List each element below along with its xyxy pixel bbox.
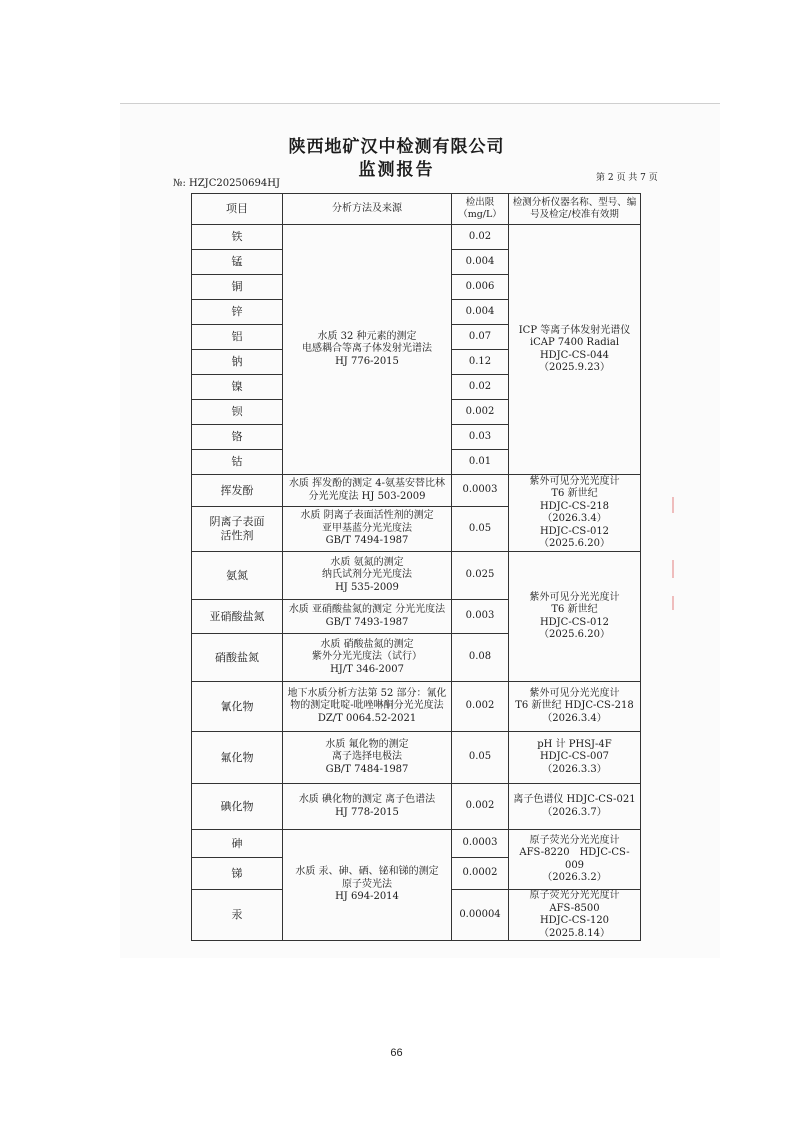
table-row (192, 682, 641, 732)
limit-cell: 0.12 (452, 350, 509, 375)
table-row (192, 830, 641, 858)
limit-cell: 0.03 (452, 425, 509, 450)
item-cell: 氟化物 (192, 732, 283, 784)
table-header-row (192, 194, 641, 225)
page-number: 66 (390, 1047, 403, 1059)
item-cell: 钴 (192, 450, 283, 475)
instrument-cell: 原子荧光分光光度计 AFS-8500 HDJC-CS-120（2025.8.14） (509, 890, 641, 941)
red-stamp-mark (672, 560, 688, 578)
method-cell: 水质 汞、砷、硒、铋和锑的测定 原子荧光法 HJ 694-2014 (283, 830, 452, 941)
method-cell: 水质 硝酸盐氮的测定 紫外分光光度法（试行） HJ/T 346-2007 (283, 634, 452, 682)
method-cell: 水质 氨氮的测定 纳氏试剂分光光度法 HJ 535-2009 (283, 552, 452, 600)
metals-instrument-cell: ICP 等离子体发射光谱仪 iCAP 7400 Radial HDJC-CS-044（2025.9.23） (509, 225, 641, 475)
table-row (192, 225, 641, 250)
method-cell: 水质 碘化物的测定 离子色谱法 HJ 778-2015 (283, 784, 452, 830)
item-cell: 挥发酚 (192, 475, 283, 507)
method-cell: 水质 氟化物的测定 离子选择电极法 GB/T 7484-1987 (283, 732, 452, 784)
limit-cell: 0.0003 (452, 475, 509, 507)
table-row (192, 552, 641, 600)
item-cell: 钡 (192, 400, 283, 425)
limit-cell: 0.003 (452, 600, 509, 634)
limit-cell: 0.02 (452, 375, 509, 400)
header-limit: 检出限 （mg/L） (452, 194, 509, 225)
method-cell: 地下水质分析方法第 52 部分：氰化物的测定吡啶-吡唑啉酮分光光度法 DZ/T 0064.52-2021 (283, 682, 452, 732)
item-cell: 锑 (192, 858, 283, 890)
method-cell: 水质 亚硝酸盐氮的测定 分光光度法 GB/T 7493-1987 (283, 600, 452, 634)
monitoring-results-table (191, 193, 641, 941)
item-cell: 氨氮 (192, 552, 283, 600)
limit-cell: 0.025 (452, 552, 509, 600)
red-stamp-mark (672, 497, 688, 513)
scan-top-edge (120, 103, 720, 104)
metals-method-cell: 水质 32 种元素的测定 电感耦合等离子体发射光谱法 HJ 776-2015 (283, 225, 452, 475)
item-cell: 铬 (192, 425, 283, 450)
method-cell: 水质 挥发酚的测定 4-氨基安替比林分光光度法 HJ 503-2009 (283, 475, 452, 507)
header-item: 项目 (192, 194, 283, 225)
item-cell: 钠 (192, 350, 283, 375)
limit-cell: 0.05 (452, 732, 509, 784)
table-row (192, 784, 641, 830)
item-cell: 铁 (192, 225, 283, 250)
limit-cell: 0.004 (452, 250, 509, 275)
item-cell: 硝酸盐氮 (192, 634, 283, 682)
limit-cell: 0.07 (452, 325, 509, 350)
table-row (192, 475, 641, 507)
limit-cell: 0.004 (452, 300, 509, 325)
limit-cell: 0.002 (452, 682, 509, 732)
report-title: 监测报告 (358, 160, 435, 180)
item-cell: 铜 (192, 275, 283, 300)
red-stamp-mark (672, 596, 688, 610)
item-cell: 碘化物 (192, 784, 283, 830)
instrument-cell: 原子荧光分光光度计 AFS-8220 HDJC-CS-009 （2026.3.2） (509, 830, 641, 890)
item-cell: 阴离子表面 活性剂 (192, 507, 283, 552)
limit-cell: 0.002 (452, 400, 509, 425)
limit-cell: 0.002 (452, 784, 509, 830)
limit-cell: 0.02 (452, 225, 509, 250)
limit-cell: 0.006 (452, 275, 509, 300)
item-cell: 氰化物 (192, 682, 283, 732)
item-cell: 锰 (192, 250, 283, 275)
limit-cell: 0.01 (452, 450, 509, 475)
item-cell: 镍 (192, 375, 283, 400)
table-row (192, 732, 641, 784)
item-cell: 亚硝酸盐氮 (192, 600, 283, 634)
limit-cell: 0.0003 (452, 830, 509, 858)
limit-cell: 0.08 (452, 634, 509, 682)
instrument-cell: 紫外可见分光光度计 T6 新世纪 HDJC-CS-218（2026.3.4） HDJC-CS-012（2025.6.20） (509, 475, 641, 552)
instrument-cell: 紫外可见分光光度计 T6 新世纪 HDJC-CS-218 （2026.3.4） (509, 682, 641, 732)
limit-cell: 0.0002 (452, 858, 509, 890)
page-info: 第 2 页 共 7 页 (596, 173, 658, 183)
company-name: 陕西地矿汉中检测有限公司 (288, 137, 505, 157)
method-cell: 水质 阴离子表面活性剂的测定 亚甲基蓝分光光度法 GB/T 7494-1987 (283, 507, 452, 552)
report-number: №: HZJC20250694HJ (173, 178, 280, 189)
item-cell: 铝 (192, 325, 283, 350)
item-cell: 砷 (192, 830, 283, 858)
header-method: 分析方法及来源 (283, 194, 452, 225)
header-instrument: 检测分析仪器名称、型号、编号及检定/校准有效期 (509, 194, 641, 225)
limit-cell: 0.05 (452, 507, 509, 552)
instrument-cell: pH 计 PHSJ-4F HDJC-CS-007（2026.3.3） (509, 732, 641, 784)
item-cell: 汞 (192, 890, 283, 941)
limit-cell: 0.00004 (452, 890, 509, 941)
item-cell: 锌 (192, 300, 283, 325)
instrument-cell: 紫外可见分光光度计 T6 新世纪 HDJC-CS-012（2025.6.20） (509, 552, 641, 682)
instrument-cell: 离子色谱仪 HDJC-CS-021 （2026.3.7） (509, 784, 641, 830)
